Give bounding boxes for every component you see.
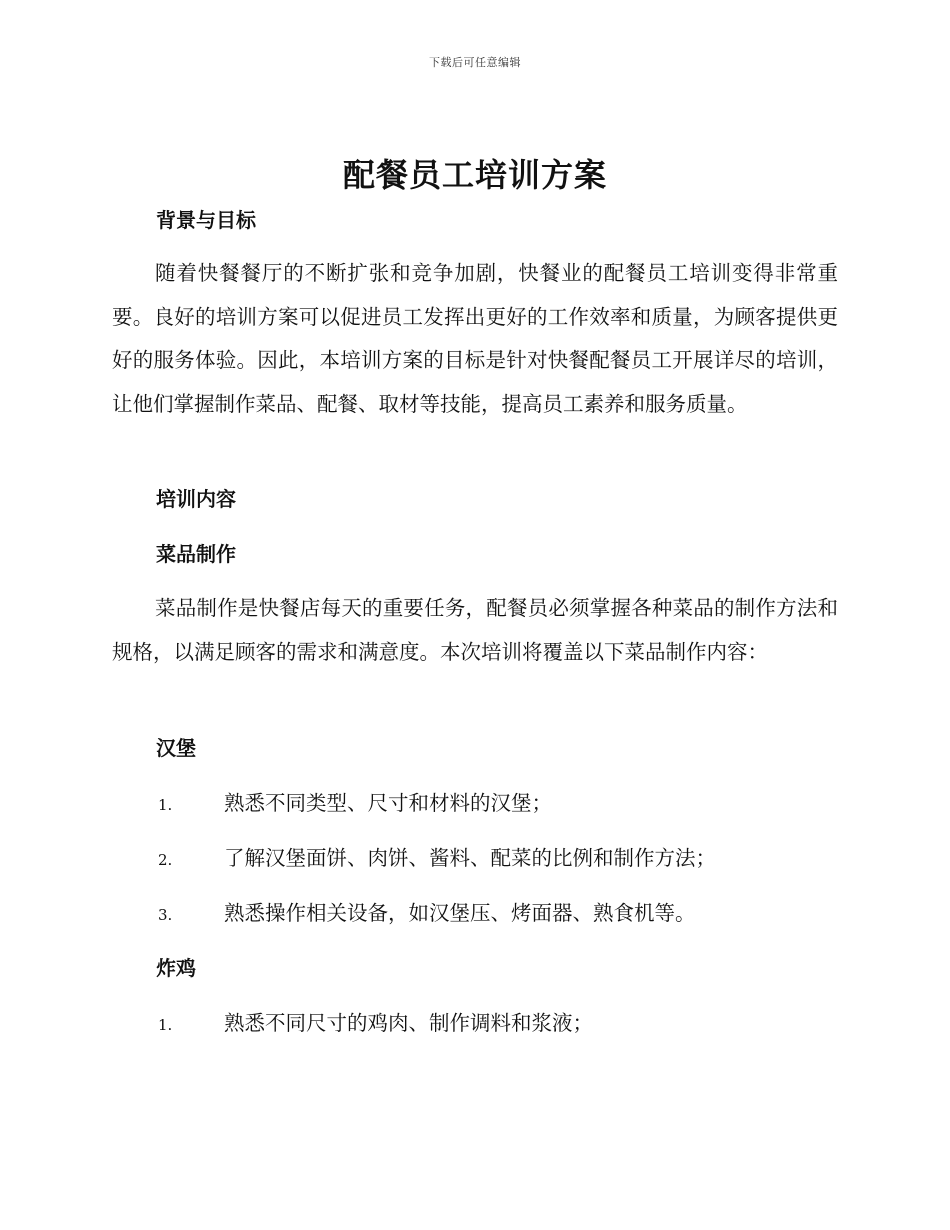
list-text: 熟悉不同尺寸的鸡肉、制作调料和浆液；	[224, 1011, 593, 1035]
list-item	[158, 789, 838, 817]
list-number: 3.	[158, 906, 173, 924]
heading-burger: 汉堡	[156, 736, 196, 760]
heading-background: 背景与目标	[156, 208, 256, 232]
list-item	[158, 1009, 838, 1037]
list-text: 了解汉堡面饼、肉饼、酱料、配菜的比例和制作方法；	[224, 846, 716, 870]
heading-fried-chicken: 炸鸡	[156, 956, 196, 980]
paragraph-dish-making: 菜品制作是快餐店每天的重要任务，配餐员必须掌握各种菜品的制作方法和规格，以满足顾客的需求和满意度。本次培训将覆盖以下菜品制作内容：	[112, 596, 838, 664]
list-item	[158, 844, 838, 872]
list-number: 1.	[158, 1016, 173, 1034]
document-title: 配餐员工培训方案	[342, 156, 607, 194]
paragraph-background: 随着快餐餐厅的不断扩张和竞争加剧，快餐业的配餐员工培训变得非常重要。良好的培训方案可以促进员工发挥出更好的工作效率和质量，为顾客提供更好的服务体验。因此，本培训方案的目标是针对快餐配餐员工开展详尽的培训，让他们掌握制作菜品、配餐、取材等技能，提高员工素养和服务质量。	[112, 261, 838, 416]
list-text: 熟悉不同类型、尺寸和材料的汉堡；	[224, 791, 552, 815]
list-text: 熟悉操作相关设备，如汉堡压、烤面器、熟食机等。	[224, 901, 696, 925]
header-note: 下载后可任意编辑	[429, 56, 521, 69]
heading-dish-making: 菜品制作	[156, 542, 236, 566]
list-number: 2.	[158, 851, 173, 869]
list-item	[158, 899, 838, 927]
list-number: 1.	[158, 796, 173, 814]
heading-training-content: 培训内容	[156, 487, 236, 511]
